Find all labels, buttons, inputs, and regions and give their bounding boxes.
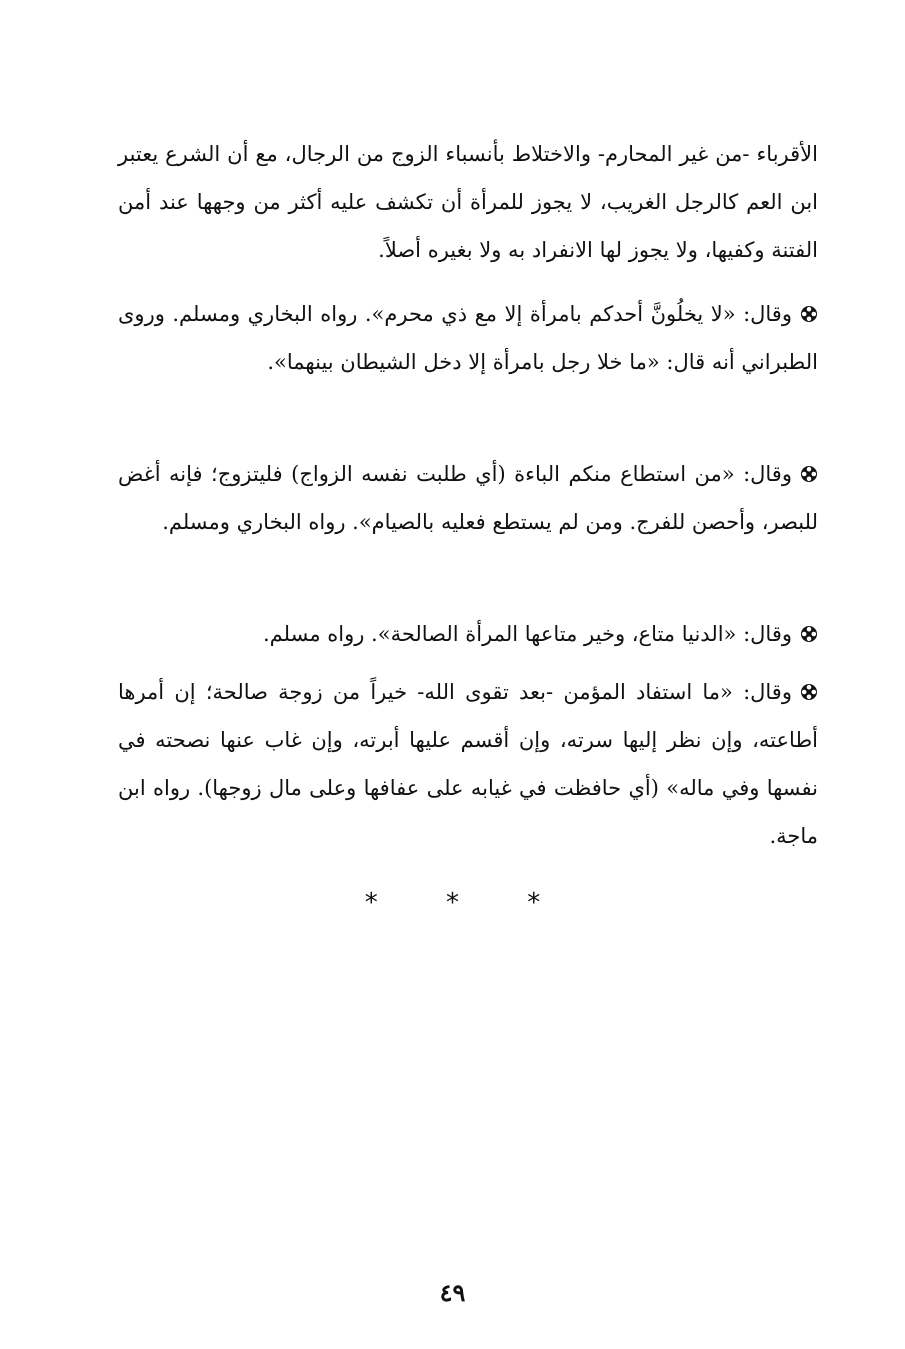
- paragraph-4: [118, 610, 818, 658]
- paragraph-1: [118, 130, 818, 274]
- paragraph-text: وقال: «الدنيا متاع، وخير متاعها المرأة الصالحة». رواه مسلم.: [262, 622, 792, 646]
- paragraph-text: وقال: «لا يخلُونَّ أحدكم بامرأة إلا مع ذي محرم». رواه البخاري ومسلم. وروى الطبراني أنه قال: «ما خلا رجل بامرأة إلا دخل الشيطان بينهما».: [118, 302, 818, 374]
- paragraph-text: وقال: «من استطاع منكم الباءة (أي طلبت نفسه الزواج) فليتزوج؛ فإنه أغض للبصر، وأحصن للفرج. ومن لم يستطع فعليه بالصيام». رواه البخاري ومسلم.: [118, 462, 818, 534]
- flower-bullet-icon: [800, 625, 818, 643]
- paragraph-text: الأقرباء -من غير المحارم- والاختلاط بأنسباء الزوج من الرجال، مع أن الشرع يعتبر ابن العم كالرجل الغريب، لا يجوز للمرأة أن تكشف عليه أكثر من وجهها عند أمن الفتنة وكفيها، ولا يجوز لها الانفراد به ولا بغيره أصلاً.: [118, 142, 818, 262]
- section-divider: * * *: [364, 888, 571, 918]
- flower-bullet-icon: [800, 465, 818, 483]
- paragraph-5: [118, 668, 818, 860]
- paragraph-2: [118, 290, 818, 386]
- page-number: ٤٩: [439, 1278, 466, 1307]
- paragraph-text: وقال: «ما استفاد المؤمن -بعد تقوى الله- خيراً من زوجة صالحة؛ إن أمرها أطاعته، وإن نظر إليها سرته، وإن أقسم عليها أبرته، وإن غاب عنها نصحته في نفسها وفي ماله» (أي حافظت في غيابه على عفافها وعلى مال زوجها). رواه ابن ماجة.: [118, 680, 818, 848]
- paragraph-3: [118, 450, 818, 546]
- flower-bullet-icon: [800, 305, 818, 323]
- flower-bullet-icon: [800, 683, 818, 701]
